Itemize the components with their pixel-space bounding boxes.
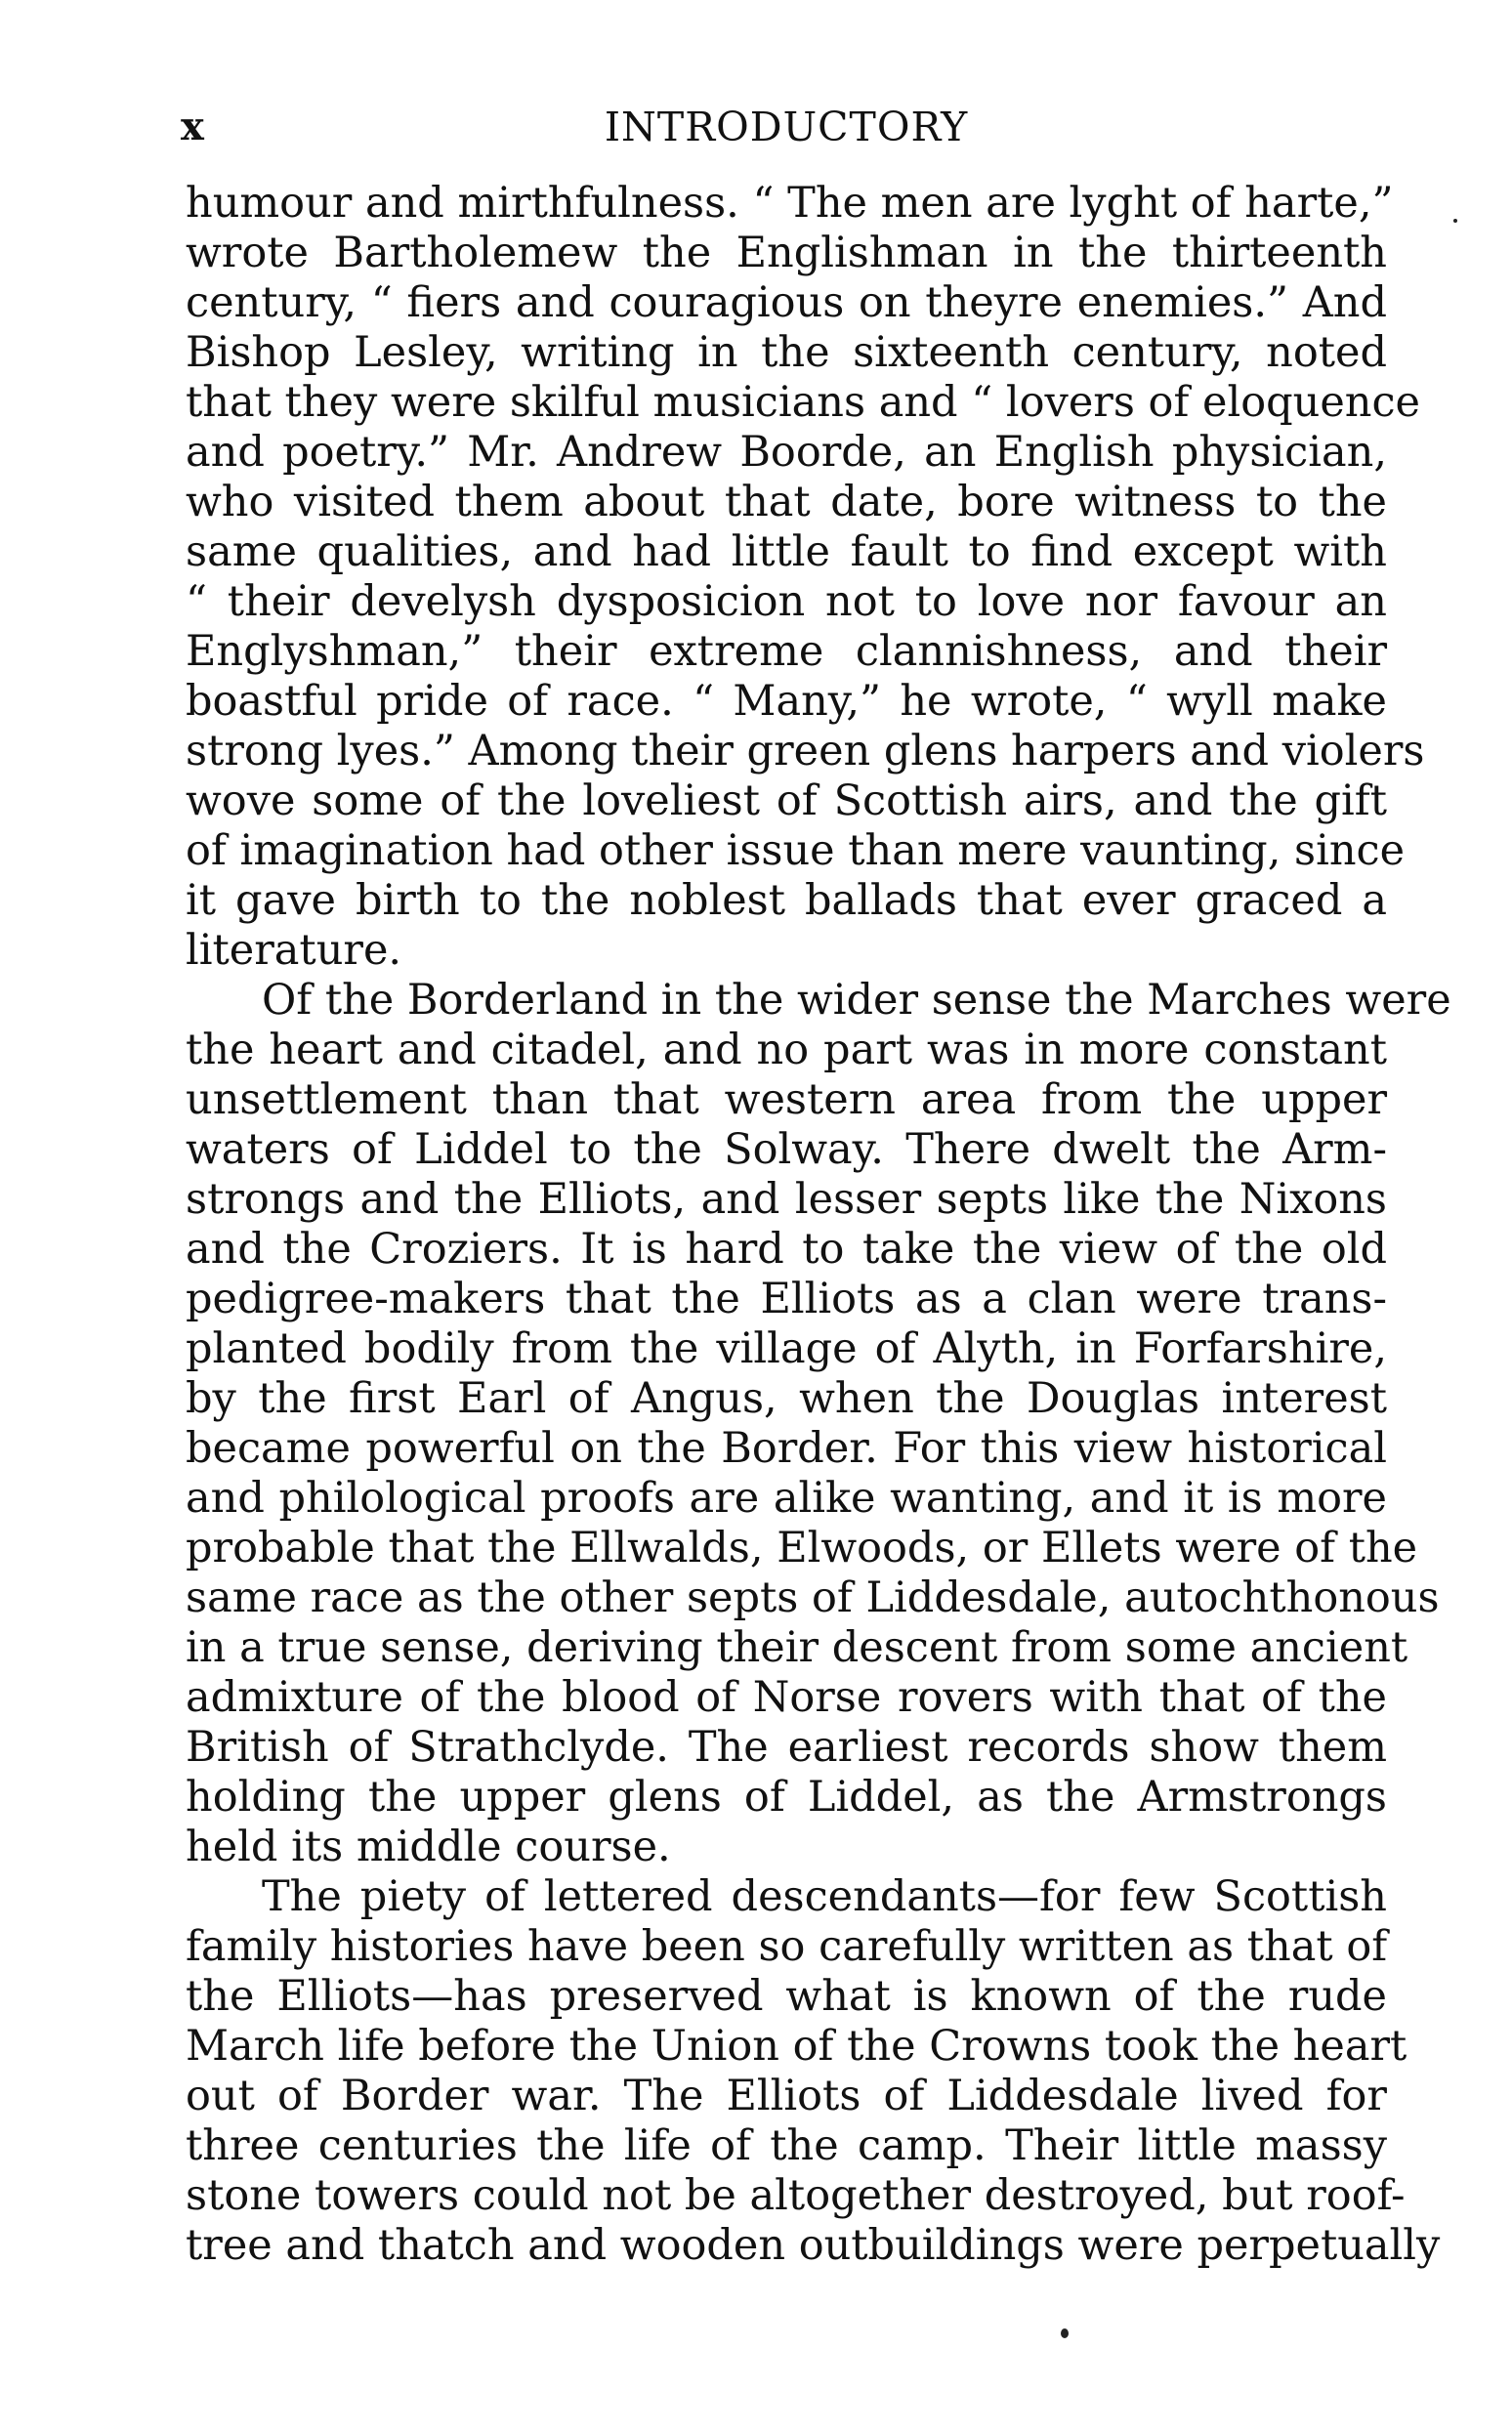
text-line: same race as the other septs of Liddesdale, autochthonous — [186, 1573, 1440, 1622]
text-line: Of the Borderland in the wider sense the Marches were — [262, 976, 1451, 1025]
body-text — [186, 179, 1451, 2271]
text-line: boastful pride of race. “ Many,” he wrote, “ wyll make — [186, 677, 1387, 726]
running-head: INTRODUCTORY — [604, 104, 969, 150]
text-line: wrote Bartholemew the Englishman in the thirteenth — [186, 229, 1387, 277]
text-line: same qualities, and had little fault to find except with — [186, 527, 1387, 576]
text-line: and the Croziers. It is hard to take the view of the old — [186, 1225, 1387, 1274]
text-line: probable that the Ellwalds, Elwoods, or Ellets were of the — [186, 1524, 1418, 1572]
text-line: it gave birth to the noblest ballads that ever graced a — [186, 876, 1387, 925]
page-number: x — [181, 104, 204, 149]
text-line: century, “ fiers and couragious on theyre enemies.” And — [186, 278, 1387, 327]
text-line: by the first Earl of Angus, when the Douglas interest — [186, 1374, 1387, 1423]
text-line: The piety of lettered descendants—for few Scottish — [262, 1872, 1387, 1921]
text-line: Englyshman,” their extreme clannishness, and their — [186, 627, 1387, 676]
text-line: who visited them about that date, bore witness to the — [186, 478, 1387, 526]
text-line: admixture of the blood of Norse rovers with that of the — [186, 1673, 1387, 1722]
text-line: Bishop Lesley, writing in the sixteenth century, noted — [186, 328, 1387, 377]
text-line: British of Strathclyde. The earliest records show them — [186, 1723, 1387, 1772]
text-line: three centuries the life of the camp. Their little massy — [186, 2121, 1387, 2170]
text-line: in a true sense, deriving their descent from some ancient — [186, 1623, 1408, 1672]
paragraph — [186, 976, 1451, 1872]
text-line: unsettlement than that western area from the upper — [186, 1075, 1387, 1124]
text-line: humour and mirthfulness. “ The men are lyght of harte,” — [186, 179, 1394, 228]
page-header — [181, 98, 1392, 156]
text-line: “ their develysh dysposicion not to love nor favour an — [186, 577, 1387, 626]
paragraph — [186, 1872, 1441, 2271]
text-line: tree and thatch and wooden outbuildings were perpetually — [186, 2221, 1441, 2270]
ink-speck — [1453, 219, 1457, 223]
text-line: the heart and citadel, and no part was in more constant — [186, 1026, 1387, 1074]
text-line: family histories have been so carefully written as that of — [186, 1922, 1388, 1971]
text-line: strong lyes.” Among their green glens harpers and violers — [186, 727, 1425, 776]
text-line: waters of Liddel to the Solway. There dwelt the Arm- — [186, 1125, 1387, 1174]
text-line: of imagination had other issue than mere vaunting, since — [186, 826, 1406, 875]
text-line: became powerful on the Border. For this view historical — [186, 1424, 1387, 1473]
paragraph — [186, 179, 1425, 976]
text-line: the Elliots—has preserved what is known of the rude — [186, 1972, 1387, 2021]
text-line: strongs and the Elliots, and lesser septs like the Nixons — [186, 1175, 1387, 1224]
text-line: out of Border war. The Elliots of Liddesdale lived for — [186, 2072, 1387, 2120]
text-line: pedigree-makers that the Elliots as a clan were trans- — [186, 1275, 1387, 1323]
text-line: held its middle course. — [186, 1823, 671, 1871]
text-line: holding the upper glens of Liddel, as the Armstrongs — [186, 1773, 1387, 1822]
text-line: and poetry.” Mr. Andrew Boorde, an English physician, — [186, 428, 1387, 477]
text-line: planted bodily from the village of Alyth, in Forfarshire, — [186, 1324, 1387, 1373]
text-line: that they were skilful musicians and “ lovers of eloquence — [186, 378, 1421, 427]
text-line: literature. — [186, 926, 402, 975]
text-line: and philological proofs are alike wanting, and it is more — [186, 1474, 1387, 1523]
text-line: wove some of the loveliest of Scottish airs, and the gift — [186, 776, 1387, 825]
text-line: stone towers could not be altogether destroyed, but roof- — [186, 2171, 1406, 2220]
ink-speck — [1061, 2328, 1069, 2338]
text-line: March life before the Union of the Crowns took the heart — [186, 2022, 1407, 2071]
